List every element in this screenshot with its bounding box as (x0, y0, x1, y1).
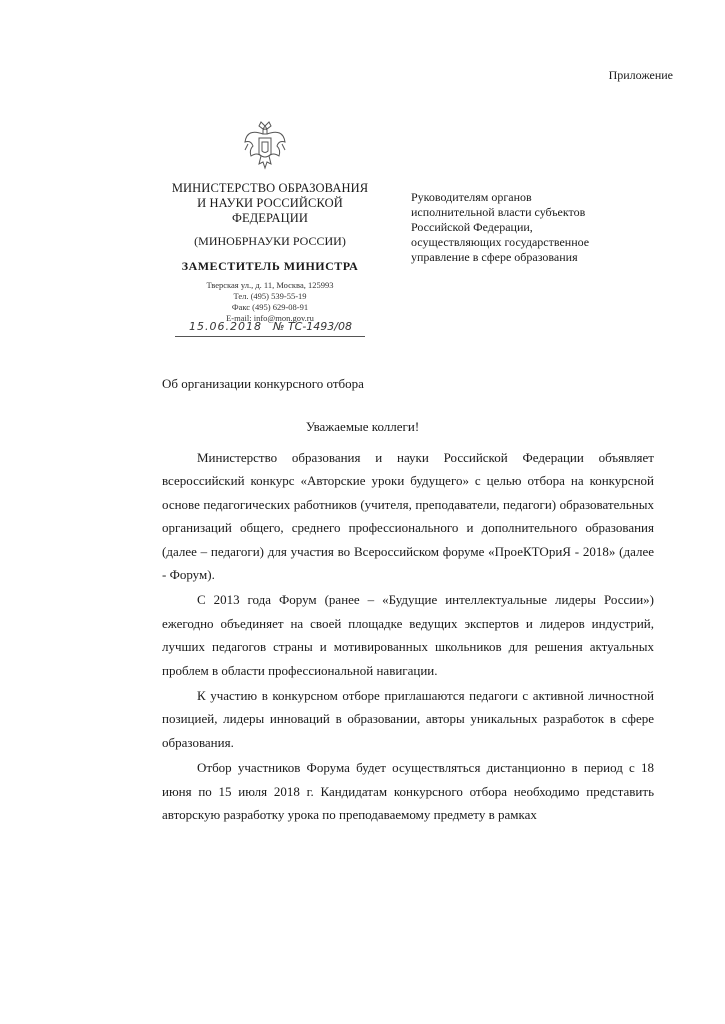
handwritten-date: 15.06.2018 (189, 320, 262, 333)
contact-fax: Факс (495) 629-08-91 (231, 302, 309, 312)
body-paragraph: Отбор участников Форума будет осуществляться дистанционно в период с 18 июня по 15 июля 2018 г. Кандидатам конкурсного отбора необходимо представить авторскую разработку урока по преподаваемому предмету в рамках (162, 760, 654, 823)
appendix-label: Приложение (608, 68, 673, 82)
contact-info (160, 280, 380, 324)
handwritten-number: № ТС-1493/08 (273, 320, 353, 333)
ministry-name-line: ФЕДЕРАЦИИ (231, 211, 309, 225)
body-paragraph: К участию в конкурсном отборе приглашаются педагоги с активной личностной позицией, лидеры инноваций в образовании, авторы уникальных разработок в сфере образования. (162, 688, 654, 750)
addressee-block (411, 190, 651, 265)
letterhead-block (160, 181, 380, 324)
addressee-line: Российской Федерации, (411, 220, 533, 234)
addressee-line: управление в сфере образования (411, 250, 578, 264)
russian-coat-of-arms-icon (243, 120, 287, 174)
contact-phone: Тел. (495) 539-55-19 (233, 291, 307, 301)
reference-underline (175, 336, 365, 337)
ministry-name-line: МИНИСТЕРСТВО ОБРАЗОВАНИЯ (171, 181, 369, 195)
position-title: ЗАМЕСТИТЕЛЬ МИНИСТРА (181, 259, 359, 273)
letter-subject: Об организации конкурсного отбора (162, 376, 364, 391)
ministry-name-line: И НАУКИ РОССИЙСКОЙ (197, 196, 343, 210)
salutation: Уважаемые коллеги! (305, 419, 420, 434)
ministry-abbreviation: (МИНОБРНАУКИ РОССИИ) (194, 234, 346, 248)
body-paragraph: С 2013 года Форум (ранее – «Будущие интеллектуальные лидеры России») ежегодно объединяет на своей площадке ведущих экспертов и лидеров индустрий, лучших педагогов страны и мотивированных школьников для решения актуальных проблем в области профессиональной навигации. (162, 592, 654, 678)
reference-line (175, 320, 375, 342)
addressee-line: Руководителям органов (411, 190, 532, 204)
contact-address: Тверская ул., д. 11, Москва, 125993 (206, 280, 334, 290)
body-paragraph: Министерство образования и науки Российской Федерации объявляет всероссийский конкурс «Авторские уроки будущего» с целью отбора на конкурсной основе педагогических работников (учителя, преподаватели, педагоги) образовательных организаций общего, среднего профессионального и дополнительного образования (далее – педагоги) для участия во Всероссийском форуме «ПроеКТОриЯ - 2018» (далее - Форум). (162, 450, 654, 583)
contact-email: E-mail: info@mon.gov.ru (226, 313, 314, 323)
addressee-line: исполнительной власти субъектов (411, 205, 586, 219)
addressee-line: осуществляющих государственное (411, 235, 590, 249)
letter-body (162, 446, 654, 827)
